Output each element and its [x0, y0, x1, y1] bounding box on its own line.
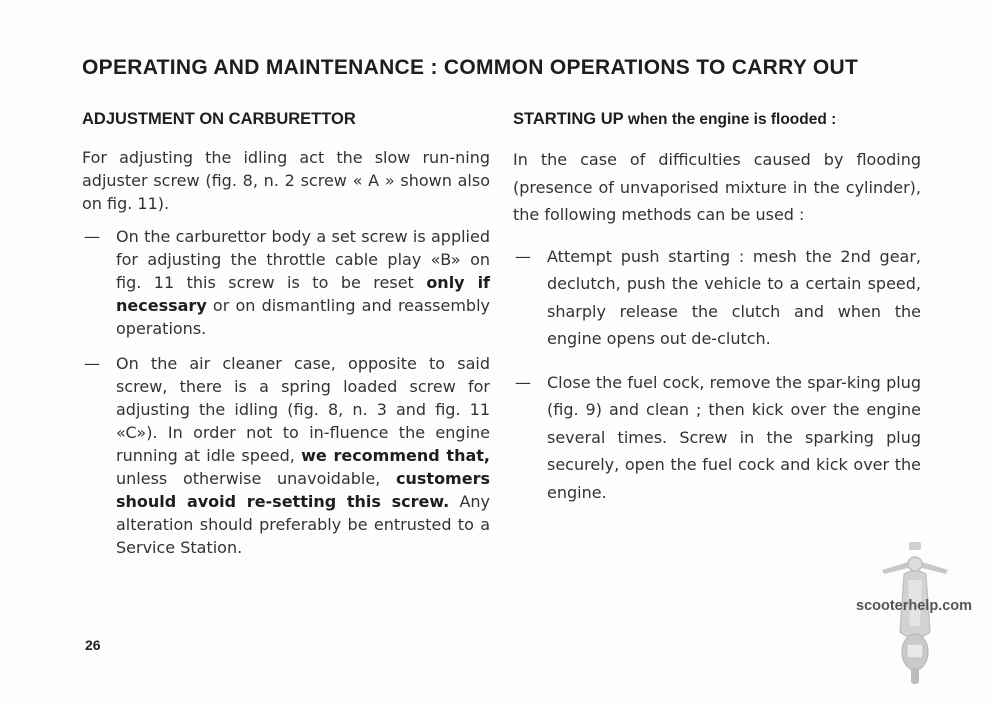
dash-bullet: —: [84, 227, 100, 246]
right-column: [513, 110, 921, 506]
list-item-text: On the carburettor body a set screw is applied for adjusting the throttle cable play «B» on fig. 11 this screw is to be reset only if necessary or on dismantling and reassembly operations.: [116, 227, 491, 338]
dash-bullet: —: [84, 354, 100, 373]
emphasis-text: only if necessary: [116, 273, 491, 315]
emphasis-text: we recommend that,: [301, 446, 490, 465]
list-item-text: Close the fuel cock, remove the spar-king plug (fig. 9) and clean ; then kick over the engine several times. Screw in the sparking plug securely, open the fuel cock and kick over the engine.: [547, 372, 921, 502]
section-heading-carburettor: ADJUSTMENT ON CARBURETTOR: [82, 110, 356, 128]
page-title: OPERATING AND MAINTENANCE : COMMON OPERATIONS TO CARRY OUT: [82, 56, 859, 79]
list-item-text: Attempt push starting : mesh the 2nd gear, declutch, push the vehicle to a certain speed, sharply release the clutch and when the engine opens out de-clutch.: [547, 246, 921, 348]
list-item: [82, 352, 490, 559]
flooding-intro: In the case of difficulties caused by flooding (presence of unvaporised mixture in the cylinder), the following methods can be used :: [513, 150, 921, 224]
dash-bullet: —: [515, 372, 531, 392]
dash-bullet: —: [515, 246, 531, 266]
scooter-front-icon: [878, 540, 952, 688]
list-item: [513, 369, 921, 507]
carburettor-intro: For adjusting the idling act the slow run-ning adjuster screw (fig. 8, n. 2 screw « A » shown also on fig. 11).: [82, 148, 490, 213]
emphasis-text: customers should avoid re-setting this screw.: [116, 469, 490, 511]
list-item-text: On the air cleaner case, opposite to said screw, there is a spring loaded screw for adjusting the idling (fig. 8, n. 3 and fig. 11 «C»). In order not to in-fluence the engine running at idle speed, we recommend that, unless otherwise unavoidable, customers should avoid re-setting this screw. Any alteration should preferably be entrusted to a Service Station.: [116, 354, 491, 557]
watermark-text: scooterhelp.com: [856, 598, 973, 614]
left-column: [82, 110, 490, 559]
list-item: [82, 225, 490, 340]
list-item: [513, 243, 921, 353]
section-heading-starting-up: STARTING UP when the engine is flooded :: [513, 110, 837, 128]
page-number: 26: [85, 637, 101, 653]
